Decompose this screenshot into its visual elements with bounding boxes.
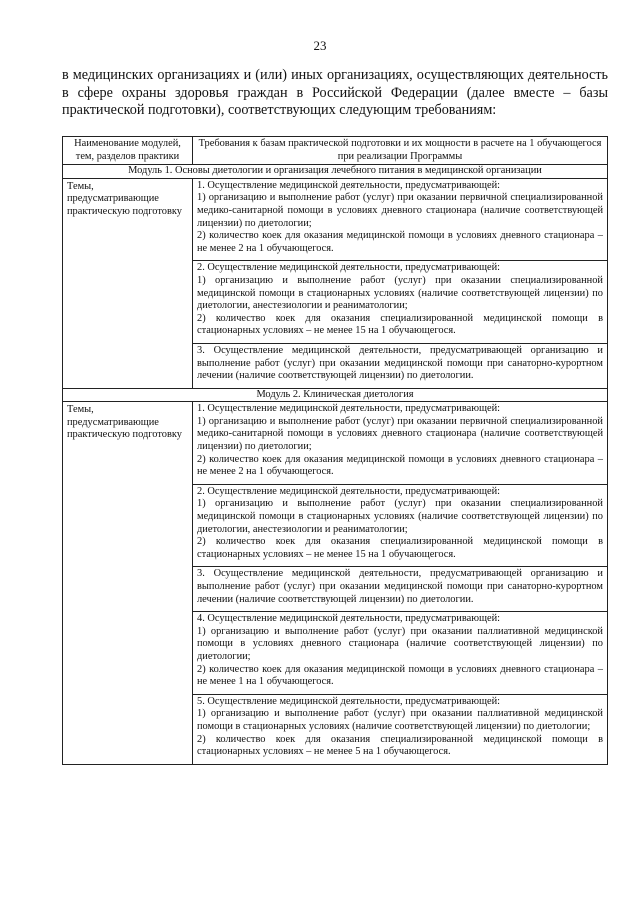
module-title-row [63,388,608,402]
requirements-cell [193,178,608,388]
requirement-line: 2) количество коек для оказания специализированной медицинской помощи в стационарных условиях – не менее 5 на 1 обучающегося. [197,733,603,758]
requirement-line: 2) количество коек для оказания специализированной медицинской помощи в стационарных условиях – не менее 15 на 1 обучающегося. [197,536,603,560]
requirement-block [193,695,607,764]
requirement-block [193,567,607,612]
requirement-line: 1) организацию и выполнение работ (услуг) при оказании специализированной медицинской помощи в стационарных условиях (наличие соответствующей лицензии) по диетологии, анестезиологии и реаниматологии; [197,274,603,312]
requirement-block [193,344,607,388]
header-col-requirements: Требования к базам практической подготовки и их мощности в расчете на 1 обучающегося при реализации Программы [193,137,608,165]
requirement-block [193,402,607,485]
requirement-line: 2) количество коек для оказания медицинской помощи в условиях дневного стационара – не менее 1 на 1 обучающегося. [197,663,603,688]
module-title: Модуль 2. Клиническая диетология [63,388,608,402]
requirement-line: 2) количество коек для оказания специализированной медицинской помощи в стационарных условиях – не менее 15 на 1 обучающегося. [197,312,603,337]
requirements-table [62,136,608,765]
requirement-line: 2) количество коек для оказания медицинской помощи в условиях дневного стационара – не менее 2 на 1 обучающегося. [197,453,603,478]
topic-label: Темы, предусматривающие практическую подготовку [63,402,193,764]
requirement-line: 1. Осуществление медицинской деятельности, предусматривающей: [197,179,501,191]
requirement-line: 1) организацию и выполнение работ (услуг) при оказании первичной специализированной медико-санитарной помощи в условиях дневного стационара (наличие соответствующей лицензии) по диетологии; [197,415,603,453]
table-header-row [63,137,608,165]
module-content-row [63,178,608,388]
topic-label: Темы, предусматривающие практическую подготовку [63,178,193,388]
requirement-line: 2. Осуществление медицинской деятельности, предусматривающей: [197,485,501,497]
requirement-line: 1. Осуществление медицинской деятельности, предусматривающей: [197,403,501,415]
module-title: Модуль 1. Основы диетологии и организация лечебного питания в медицинской организации [63,165,608,179]
requirement-line: 4. Осуществление медицинской деятельности, предусматривающей: [197,613,501,625]
requirement-line: 2. Осуществление медицинской деятельности, предусматривающей: [197,262,501,274]
page-number: 23 [313,38,327,53]
module-content-row [63,402,608,764]
requirement-block [193,261,607,344]
requirement-line: 1) организацию и выполнение работ (услуг) при оказании паллиативной медицинской помощи в стационарных условиях (наличие соответствующей лицензии) по диетологии; [197,708,603,732]
requirement-line: 1) организацию и выполнение работ (услуг) при оказании первичной специализированной медико-санитарной помощи в условиях дневного стационара (наличие соответствующей лицензии) по диетологии; [197,192,603,229]
header-col-modules: Наименование модулей, тем, разделов практики [63,137,193,165]
requirement-block [193,612,607,695]
requirement-line: 3. Осуществление медицинской деятельности, предусматривающей организацию и выполнение работ (услуг) при оказании медицинской помощи при санаторно-курортном лечении (наличие соответствующей лицензии) по диетологии. [197,344,603,382]
requirement-line: 3. Осуществление медицинской деятельности, предусматривающей организацию и выполнение работ (услуг) при оказании медицинской помощи при санаторно-курортном лечении (наличие соответствующей лицензии) по диетологии. [197,568,603,605]
requirement-line: 2) количество коек для оказания медицинской помощи в условиях дневного стационара – не менее 2 на 1 обучающегося. [197,230,603,254]
requirement-block [193,485,607,568]
requirement-block [193,179,607,262]
requirement-line: 5. Осуществление медицинской деятельности, предусматривающей: [197,695,501,707]
intro-paragraph: в медицинских организациях и (или) иных организациях, осуществляющих деятельность в сфере охраны здоровья граждан в Российской Федерации (далее вместе – базы практической подготовки), соответствующих следующим требованиям: [62,67,608,119]
modules-body [63,165,608,765]
module-title-row [63,165,608,179]
requirement-line: 1) организацию и выполнение работ (услуг) при оказании паллиативной медицинской помощи в условиях дневного стационара (наличие соответствующей лицензии) по диетологии; [197,625,603,662]
requirement-line: 1) организацию и выполнение работ (услуг) при оказании специализированной медицинской помощи в стационарных условиях (наличие соответствующей лицензии) по диетологии, анестезиологии и реаниматологии; [197,498,603,535]
requirements-cell [193,402,608,764]
